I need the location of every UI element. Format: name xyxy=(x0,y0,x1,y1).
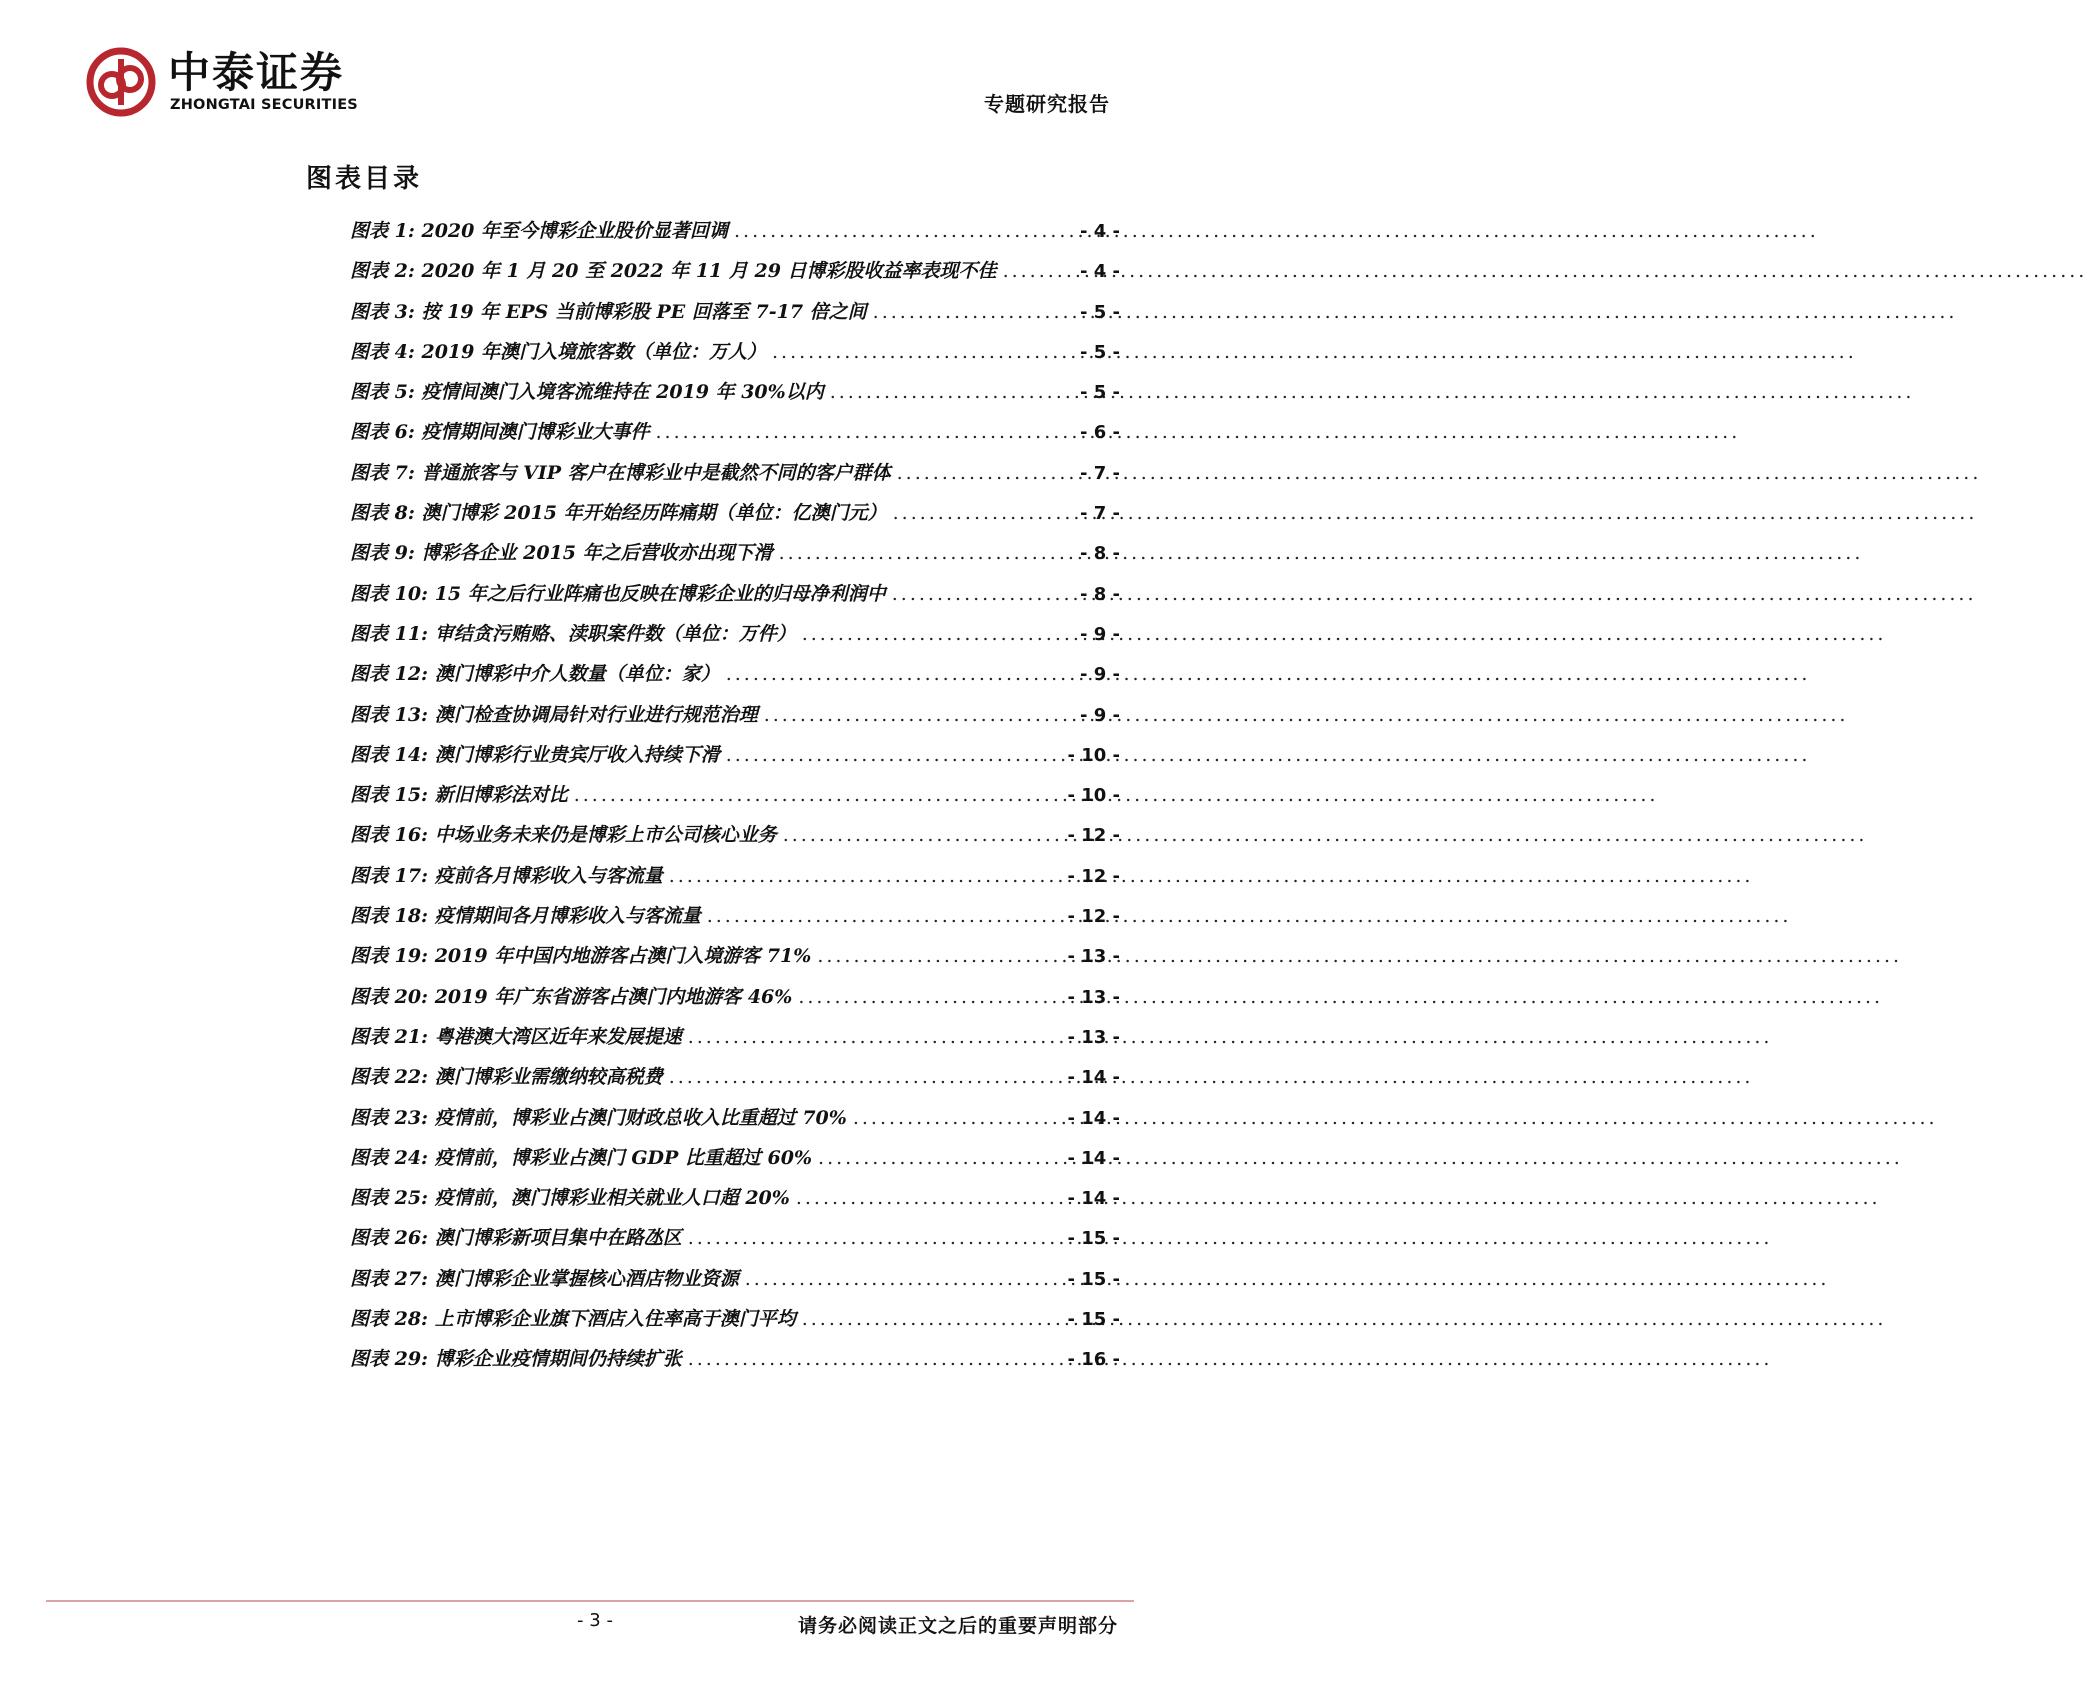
toc-leader-dots xyxy=(734,220,1074,242)
toc-entry-page: - 5 - xyxy=(1080,382,1120,404)
toc-entry-label: 图表 22: xyxy=(350,1066,429,1089)
toc-entry-text: 疫情前，博彩业占澳门 GDP 比重超过 60% xyxy=(434,1146,813,1169)
toc-entry[interactable] xyxy=(350,1062,1120,1102)
toc-entry-text: 普通旅客与 VIP 客户在博彩业中是截然不同的客户群体 xyxy=(421,461,891,484)
toc-entry[interactable] xyxy=(350,700,1120,740)
toc-entry[interactable] xyxy=(350,256,1120,296)
toc-entry-label: 图表 3: xyxy=(350,300,415,323)
toc-entry-text: 粤港澳大湾区近年来发展提速 xyxy=(434,1025,682,1048)
toc-leader-dots xyxy=(669,865,1062,887)
toc-entry-page: - 7 - xyxy=(1080,462,1120,484)
toc-leader-dots xyxy=(688,1348,1062,1370)
toc-entry-text: 上市博彩企业旗下酒店入住率高于澳门平均 xyxy=(434,1308,796,1331)
toc-entry[interactable] xyxy=(350,659,1120,699)
toc-entry-text: 2019 年中国内地游客占澳门入境游客 71% xyxy=(434,945,812,968)
toc-entry[interactable] xyxy=(350,1223,1120,1263)
toc-entry[interactable] xyxy=(350,740,1120,780)
toc-entry-label: 图表 20: xyxy=(350,985,429,1008)
toc-entry-text: 中场业务未来仍是博彩上市公司核心业务 xyxy=(434,824,777,847)
toc-leader-dots xyxy=(897,462,1074,484)
toc-entry[interactable] xyxy=(350,1304,1120,1344)
toc-entry-label: 图表 14: xyxy=(350,743,429,766)
toc-entry-label: 图表 12: xyxy=(350,663,429,686)
footer-disclaimer: 请务必阅读正文之后的重要声明部分 xyxy=(797,1615,1118,1637)
toc-leader-dots xyxy=(669,1066,1062,1088)
toc-entry-label: 图表 27: xyxy=(350,1267,429,1290)
toc-entry-text: 2019 年澳门入境旅客数（单位：万人） xyxy=(421,340,766,363)
toc-entry-text: 澳门检查协调局针对行业进行规范治理 xyxy=(434,703,758,726)
toc-leader-dots xyxy=(873,301,1074,323)
toc-entry[interactable] xyxy=(350,297,1120,337)
toc-entry-text: 澳门博彩企业掌握核心酒店物业资源 xyxy=(434,1267,739,1290)
toc-entry-page: - 8 - xyxy=(1080,583,1120,605)
toc-entry[interactable] xyxy=(350,538,1120,578)
toc-entry[interactable] xyxy=(350,1143,1120,1183)
toc-entry-text: 澳门博彩新项目集中在路氹区 xyxy=(434,1227,682,1250)
toc-title: 图表目录 xyxy=(306,164,423,194)
toc-entry[interactable] xyxy=(350,941,1120,981)
toc-entry-label: 图表 4: xyxy=(350,340,415,363)
report-type-label: 专题研究报告 xyxy=(984,92,1110,116)
toc-entry-page: - 14 - xyxy=(1067,1107,1120,1129)
toc-entry-label: 图表 25: xyxy=(350,1187,429,1210)
toc-entry[interactable] xyxy=(350,458,1120,498)
toc-leader-dots xyxy=(853,1107,1062,1129)
toc-entry-text: 疫情前，博彩业占澳门财政总收入比重超过 70% xyxy=(434,1106,847,1129)
toc-entry-page: - 9 - xyxy=(1080,623,1120,645)
toc-leader-dots xyxy=(802,1308,1062,1330)
toc-leader-dots xyxy=(893,502,1074,524)
toc-entry-label: 图表 6: xyxy=(350,421,415,444)
toc-leader-dots xyxy=(830,381,1074,403)
toc-entry-label: 图表 21: xyxy=(350,1025,429,1048)
toc-entry-label: 图表 10: xyxy=(350,582,429,605)
toc-leader-dots xyxy=(802,623,1074,645)
toc-entry-text: 澳门博彩业需缴纳较高税费 xyxy=(434,1066,663,1089)
toc-leader-dots xyxy=(796,1187,1062,1209)
toc-leader-dots xyxy=(707,905,1062,927)
toc-entry-label: 图表 7: xyxy=(350,461,415,484)
toc-entry[interactable] xyxy=(350,861,1120,901)
toc-entry[interactable] xyxy=(350,337,1120,377)
toc-entry[interactable] xyxy=(350,377,1120,417)
toc-entry-page: - 15 - xyxy=(1067,1268,1120,1290)
toc-entry-label: 图表 18: xyxy=(350,905,429,928)
toc-entry-text: 疫情期间澳门博彩业大事件 xyxy=(421,421,650,444)
toc-entry-text: 按 19 年 EPS 当前博彩股 PE 回落至 7-17 倍之间 xyxy=(421,300,867,323)
logo-chinese-name: 中泰证券 xyxy=(168,48,345,97)
toc-entry-label: 图表 17: xyxy=(350,864,429,887)
toc-entry-text: 2019 年广东省游客占澳门内地游客 46% xyxy=(434,985,793,1008)
company-logo xyxy=(86,47,456,121)
toc-entry[interactable] xyxy=(350,1344,1120,1384)
toc-entry-page: - 15 - xyxy=(1067,1228,1120,1250)
toc-entry-page: - 14 - xyxy=(1067,1067,1120,1089)
toc-entry-text: 新旧博彩法对比 xyxy=(434,784,568,807)
page-number: - 3 - xyxy=(577,1610,613,1631)
toc-entry[interactable] xyxy=(350,619,1120,659)
toc-entry-text: 澳门博彩 2015 年开始经历阵痛期（单位：亿澳门元） xyxy=(421,502,887,525)
toc-leader-dots xyxy=(1003,260,1074,282)
toc-entry-page: - 9 - xyxy=(1080,664,1120,686)
toc-entry-label: 图表 29: xyxy=(350,1348,429,1371)
toc-entry-page: - 14 - xyxy=(1067,1147,1120,1169)
toc-entry-page: - 10 - xyxy=(1067,744,1120,766)
toc-entry-text: 15 年之后行业阵痛也反映在博彩企业的归母净利润中 xyxy=(434,582,886,605)
toc-entry-page: - 5 - xyxy=(1080,301,1120,323)
toc-entry[interactable] xyxy=(350,417,1120,457)
toc-entry-page: - 4 - xyxy=(1080,261,1120,283)
toc-entry-text: 2020 年至今博彩企业股价显著回调 xyxy=(421,220,728,242)
toc-entry-page: - 12 - xyxy=(1067,825,1120,847)
toc-entry-text: 2020 年 1 月 20 至 2022 年 11 月 29 日博彩股收益率表现不佳 xyxy=(421,260,997,283)
toc-leader-dots xyxy=(818,1147,1061,1169)
toc-entry-text: 疫前各月博彩收入与客流量 xyxy=(434,864,663,887)
toc-entry-page: - 13 - xyxy=(1067,946,1120,968)
toc-entry-page: - 15 - xyxy=(1067,1309,1120,1331)
toc-leader-dots xyxy=(783,824,1062,846)
toc-entry-page: - 4 - xyxy=(1080,221,1120,242)
toc-entry-label: 图表 9: xyxy=(350,542,415,565)
toc-entry-page: - 7 - xyxy=(1080,503,1120,525)
toc-entry-label: 图表 11: xyxy=(350,622,429,645)
toc-entry-label: 图表 23: xyxy=(350,1106,429,1129)
toc-entry[interactable] xyxy=(350,1183,1120,1223)
toc-entry-text: 疫情间澳门入境客流维持在 2019 年 30%以内 xyxy=(421,381,824,404)
toc-leader-dots xyxy=(798,986,1061,1008)
toc-leader-dots xyxy=(779,542,1074,564)
toc-entry-label: 图表 13: xyxy=(350,703,429,726)
toc-entry-page: - 13 - xyxy=(1067,986,1120,1008)
toc-leader-dots xyxy=(688,1026,1062,1048)
toc-entry-text: 疫情前，澳门博彩业相关就业人口超 20% xyxy=(434,1187,790,1210)
toc-entry[interactable] xyxy=(350,820,1120,860)
toc-entry-text: 博彩企业疫情期间仍持续扩张 xyxy=(434,1348,682,1371)
toc-entry-label: 图表 1: xyxy=(350,220,415,242)
toc-entry-text: 澳门博彩中介人数量（单位：家） xyxy=(434,663,720,686)
toc-entry[interactable] xyxy=(350,216,1120,256)
footer-divider xyxy=(46,1600,1134,1602)
toc-entry-text: 澳门博彩行业贵宾厅收入持续下滑 xyxy=(434,743,720,766)
toc-leader-dots xyxy=(764,704,1074,726)
toc-entry-page: - 14 - xyxy=(1067,1188,1120,1210)
toc-entry-page: - 13 - xyxy=(1067,1026,1120,1048)
toc-entry-label: 图表 16: xyxy=(350,824,429,847)
logo-english-name: ZHONGTAI SECURITIES xyxy=(170,97,358,113)
toc-entry[interactable] xyxy=(350,498,1120,538)
toc-entry-page: - 12 - xyxy=(1067,906,1120,928)
toc-entry[interactable] xyxy=(350,579,1120,619)
toc-list xyxy=(350,216,1120,1385)
toc-entry-label: 图表 5: xyxy=(350,381,415,404)
toc-leader-dots xyxy=(726,663,1074,685)
toc-leader-dots xyxy=(817,945,1061,967)
toc-entry-label: 图表 26: xyxy=(350,1227,429,1250)
toc-entry-text: 疫情期间各月博彩收入与客流量 xyxy=(434,905,701,928)
toc-entry-page: - 6 - xyxy=(1080,422,1120,444)
toc-leader-dots xyxy=(892,583,1074,605)
toc-leader-dots xyxy=(656,421,1075,443)
toc-entry-page: - 9 - xyxy=(1080,704,1120,726)
toc-entry[interactable] xyxy=(350,982,1120,1022)
toc-entry-page: - 8 - xyxy=(1080,543,1120,565)
toc-entry-page: - 5 - xyxy=(1080,341,1120,363)
toc-entry-label: 图表 8: xyxy=(350,502,415,525)
toc-entry[interactable] xyxy=(350,1103,1120,1143)
toc-entry[interactable] xyxy=(350,780,1120,820)
toc-entry-label: 图表 24: xyxy=(350,1146,429,1169)
zhongtai-logo-icon xyxy=(86,47,156,117)
toc-leader-dots xyxy=(726,744,1062,766)
toc-entry-page: - 10 - xyxy=(1067,785,1120,807)
toc-entry-label: 图表 15: xyxy=(350,784,429,807)
toc-entry-page: - 16 - xyxy=(1067,1349,1120,1371)
toc-entry-page: - 12 - xyxy=(1067,865,1120,887)
toc-entry[interactable] xyxy=(350,1264,1120,1304)
toc-leader-dots xyxy=(772,341,1074,363)
toc-leader-dots xyxy=(574,784,1062,806)
toc-entry[interactable] xyxy=(350,1022,1120,1062)
toc-entry-label: 图表 28: xyxy=(350,1308,429,1331)
toc-leader-dots xyxy=(688,1227,1062,1249)
toc-entry-text: 审结贪污贿赂、渎职案件数（单位：万件） xyxy=(434,622,796,645)
toc-entry-label: 图表 2: xyxy=(350,260,415,283)
toc-entry-label: 图表 19: xyxy=(350,945,429,968)
toc-entry[interactable] xyxy=(350,901,1120,941)
toc-leader-dots xyxy=(745,1268,1062,1290)
toc-entry-text: 博彩各企业 2015 年之后营收亦出现下滑 xyxy=(421,542,773,565)
